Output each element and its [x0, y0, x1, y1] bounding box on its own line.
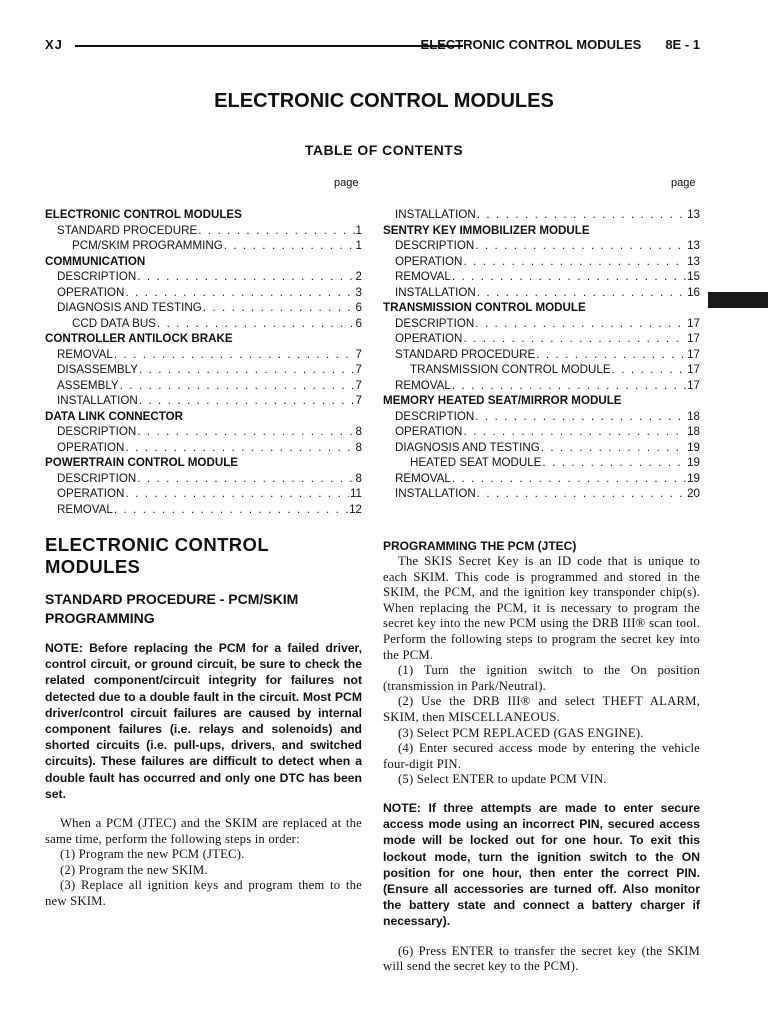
procedure-step: (3) Select PCM REPLACED (GAS ENGINE).: [398, 725, 644, 740]
toc-leader-dots: [452, 472, 686, 485]
toc-entry[interactable]: [45, 441, 362, 457]
toc-leader-dots: [139, 363, 355, 376]
toc-entry[interactable]: [383, 425, 700, 441]
toc-page-number: 17: [687, 363, 700, 376]
body-paragraph: The SKIS Secret Key is an ID code that is unique to each SKIM. This code is programmed and stored in the SKIM, the PCM, and the ignition key transponder chip(s). When replacing the PCM, it is necessary to program the secret key into the new PCM using the DRB III® scan tool. Perform the following steps to program the secret key into the PCM.: [383, 554, 700, 662]
toc-leader-dots: [612, 363, 687, 376]
right-text-column: [383, 538, 700, 975]
toc-entry[interactable]: [45, 239, 362, 255]
toc-leader-dots: [452, 270, 686, 283]
toc-entry-label: DESCRIPTION: [57, 425, 137, 438]
toc-entry[interactable]: [45, 487, 362, 503]
toc-leader-dots: [157, 317, 355, 330]
toc-entry[interactable]: [383, 348, 700, 364]
header-right: [421, 37, 700, 52]
toc-page-number: 1: [355, 223, 362, 237]
toc-entry-label: ELECTRONIC CONTROL MODULES: [45, 208, 242, 221]
toc-entry-label: DESCRIPTION: [57, 270, 137, 283]
toc-leader-dots: [125, 441, 354, 454]
toc-page-number: 7: [355, 347, 362, 361]
toc-entry[interactable]: [383, 379, 700, 395]
toc-heading: [45, 332, 362, 348]
toc-entry[interactable]: [383, 239, 700, 255]
toc-entry[interactable]: [383, 363, 700, 379]
toc-entry-label: REMOVAL: [57, 502, 113, 516]
toc-leader-dots: [120, 379, 355, 392]
toc-page-number: 8: [355, 440, 362, 454]
toc-leader-dots: [114, 348, 355, 361]
toc-entry-label: INSTALLATION: [57, 394, 138, 407]
procedure-step: (3) Replace all ignition keys and program them to the new SKIM.: [45, 878, 362, 908]
toc-page-number: 1: [355, 239, 362, 252]
toc-entry-label: DESCRIPTION: [395, 239, 475, 252]
section-tab-marker: [708, 292, 768, 308]
procedure-step: (6) Press ENTER to transfer the secret key (the SKIM will send the secret key to the PCM).: [383, 943, 700, 974]
toc-leader-dots: [475, 317, 686, 330]
toc-entry-label: ASSEMBLY: [57, 378, 119, 392]
toc-entry-label: DESCRIPTION: [395, 409, 475, 423]
toc-left-column: [45, 208, 362, 518]
page-title: ELECTRONIC CONTROL MODULES: [214, 90, 554, 112]
note-paragraph: NOTE: If three attempts are made to enter secure access mode using an incorrect PIN, secured access mode will be locked out for one hour. To exit this lockout mode, turn the ignition switch to the ON position for one hour, then enter the correct PIN. (Ensure all accessories are turned off. Also monitor the battery state and connect a battery charger if necessary).: [383, 800, 700, 929]
toc-page-number: 8: [355, 425, 362, 438]
procedure-step: (5) Select ENTER to update PCM VIN.: [398, 772, 607, 787]
toc-leader-dots: [475, 410, 686, 423]
toc-page-number: 13: [687, 208, 700, 221]
toc-page-number: 17: [687, 332, 700, 345]
toc-entry-label: SENTRY KEY IMMOBILIZER MODULE: [383, 223, 590, 237]
toc-entry-label: TRANSMISSION CONTROL MODULE: [383, 301, 586, 314]
header-section: ELECTRONIC CONTROL MODULES: [420, 37, 642, 52]
toc-entry-label: OPERATION: [395, 332, 463, 345]
toc-page-number: 7: [355, 378, 362, 392]
subsection-heading: PROGRAMMING THE PCM (JTEC): [383, 539, 577, 553]
toc-entry[interactable]: [383, 270, 700, 286]
toc-heading: [45, 208, 362, 224]
toc-page-number: 18: [687, 409, 700, 423]
toc-entry[interactable]: [383, 317, 700, 333]
section-heading: ELECTRONIC CONTROL MODULES: [45, 534, 269, 577]
toc-entry[interactable]: [383, 286, 700, 302]
toc-entry[interactable]: [45, 379, 362, 395]
toc-heading: [45, 255, 362, 271]
toc-entry-label: CONTROLLER ANTILOCK BRAKE: [45, 332, 233, 345]
toc-leader-dots: [203, 301, 355, 314]
toc-entry-label: OPERATION: [57, 440, 125, 454]
toc-page-number: 16: [687, 285, 700, 299]
toc-leader-dots: [452, 379, 686, 392]
toc-entry[interactable]: [45, 224, 362, 240]
toc-entry-label: DESCRIPTION: [57, 471, 137, 485]
toc-entry-label: MEMORY HEATED SEAT/MIRROR MODULE: [383, 394, 622, 407]
toc-entry-label: DESCRIPTION: [395, 316, 475, 330]
toc-page-number: 2: [355, 270, 362, 283]
toc-leader-dots: [125, 286, 354, 299]
toc-page-number: 20: [687, 487, 700, 500]
toc-page-number: 19: [687, 456, 700, 469]
toc-entry[interactable]: [383, 255, 700, 271]
toc-entry[interactable]: [45, 317, 362, 333]
toc-heading: [45, 410, 362, 426]
toc-entry-label: INSTALLATION: [395, 487, 476, 500]
toc-page-number: 17: [687, 316, 700, 330]
toc-leader-dots: [477, 208, 686, 221]
toc-entry[interactable]: [383, 208, 700, 224]
toc-entry-label: REMOVAL: [395, 270, 451, 283]
toc-leader-dots: [125, 487, 349, 500]
running-header: [45, 37, 700, 55]
toc-leader-dots: [137, 472, 354, 485]
header-rule: [75, 45, 463, 47]
toc-page-number: 3: [355, 285, 362, 299]
toc-page-number: 19: [687, 440, 700, 454]
toc-leader-dots: [541, 441, 686, 454]
left-text-column: [45, 534, 362, 910]
toc-leader-dots: [224, 239, 355, 252]
toc-page-number: 15: [687, 270, 700, 283]
procedure-step: (4) Enter secured access mode by entering the vehicle four-digit PIN.: [383, 741, 700, 771]
toc-entry-label: OPERATION: [57, 487, 125, 500]
toc-page-number: 13: [687, 254, 700, 268]
toc-page-number: 7: [355, 363, 362, 376]
toc-page-number: 11: [349, 487, 362, 500]
toc-entry-label: DIAGNOSIS AND TESTING: [395, 440, 540, 454]
toc-page-label-right: page: [671, 177, 696, 189]
toc-entry-label: INSTALLATION: [395, 208, 476, 221]
note-paragraph: NOTE: Before replacing the PCM for a failed driver, control circuit, or ground circuit, be sure to check the related component/circuit integrity for failures not detected due to a double fault in the circuit. Most PCM driver/control circuit failures are caused by internal component failures (i.e. relays and solenoids) and shorted circuits (i.e. pull-ups, drivers, and switched circuits). These failures are difficult to detect when a double fault has occurred and only one DTC has been set.: [45, 641, 362, 801]
toc-heading: [383, 394, 700, 410]
toc-leader-dots: [477, 286, 686, 299]
toc-entry-label: POWERTRAIN CONTROL MODULE: [45, 456, 239, 469]
toc-entry-label: HEATED SEAT MODULE: [410, 456, 542, 469]
toc-entry-label: REMOVAL: [395, 378, 451, 392]
header-page-number: 8E - 1: [665, 37, 700, 52]
toc-leader-dots: [463, 425, 686, 438]
toc-entry[interactable]: [383, 472, 700, 488]
toc-leader-dots: [137, 270, 354, 283]
body-paragraph: When a PCM (JTEC) and the SKIM are replaced at the same time, perform the following steps in order:: [45, 816, 362, 846]
toc-leader-dots: [475, 239, 686, 252]
toc-entry-label: INSTALLATION: [395, 285, 476, 299]
toc-page-number: 6: [355, 316, 362, 330]
toc-entry-label: TRANSMISSION CONTROL MODULE: [410, 363, 611, 376]
toc-entry-label: REMOVAL: [395, 471, 451, 485]
toc-leader-dots: [542, 456, 686, 469]
toc-entry[interactable]: [45, 425, 362, 441]
toc-entry[interactable]: [45, 394, 362, 410]
toc-page-number: 13: [687, 239, 700, 252]
toc-page-number: 17: [687, 378, 700, 392]
toc-entry-label: STANDARD PROCEDURE: [57, 223, 198, 237]
toc-entry-label: DISASSEMBLY: [57, 363, 138, 376]
toc-entry-label: DATA LINK CONNECTOR: [45, 409, 184, 423]
toc-entry[interactable]: [383, 456, 700, 472]
procedure-step: (2) Program the new SKIM.: [60, 862, 208, 877]
toc-entry[interactable]: [45, 286, 362, 302]
toc-entry[interactable]: [383, 441, 700, 457]
subsection-heading: STANDARD PROCEDURE - PCM/SKIM PROGRAMMING: [45, 591, 299, 626]
toc-leader-dots: [463, 332, 686, 345]
toc-entry[interactable]: [383, 487, 700, 503]
toc-page-number: 7: [355, 394, 362, 407]
toc-leader-dots: [198, 224, 354, 237]
toc-entry-label: OPERATION: [57, 285, 125, 299]
toc-leader-dots: [536, 348, 686, 361]
toc-entry[interactable]: [383, 410, 700, 426]
toc-page-number: 12: [349, 502, 362, 516]
toc-entry[interactable]: [45, 472, 362, 488]
toc-entry[interactable]: [45, 348, 362, 364]
procedure-step: (1) Program the new PCM (JTEC).: [60, 847, 245, 862]
toc-entry-label: CCD DATA BUS: [72, 316, 156, 330]
toc-title: TABLE OF CONTENTS: [304, 142, 464, 158]
toc-right-column: [383, 208, 700, 503]
toc-page-number: 19: [687, 471, 700, 485]
toc-entry-label: STANDARD PROCEDURE: [395, 347, 536, 361]
toc-page-label-left: page: [334, 177, 359, 189]
toc-leader-dots: [137, 425, 354, 438]
toc-entry[interactable]: [45, 270, 362, 286]
toc-entry[interactable]: [45, 503, 362, 519]
toc-entry[interactable]: [383, 332, 700, 348]
procedure-step: (2) Use the DRB III® and select THEFT ALARM, SKIM, then MISCELLANEOUS.: [383, 694, 700, 724]
toc-page-number: 6: [355, 301, 362, 314]
toc-entry-label: DIAGNOSIS AND TESTING: [57, 301, 202, 314]
toc-leader-dots: [139, 394, 355, 407]
toc-leader-dots: [463, 255, 686, 268]
toc-entry[interactable]: [45, 301, 362, 317]
toc-entry-label: COMMUNICATION: [45, 254, 146, 268]
toc-entry[interactable]: [45, 363, 362, 379]
toc-heading: [383, 224, 700, 240]
toc-leader-dots: [477, 487, 686, 500]
toc-leader-dots: [114, 503, 348, 516]
toc-page-number: 18: [687, 425, 700, 438]
toc-entry-label: PCM/SKIM PROGRAMMING: [72, 239, 223, 252]
toc-heading: [383, 301, 700, 317]
procedure-step: (1) Turn the ignition switch to the On position (transmission in Park/Neutral).: [383, 663, 700, 693]
toc-entry-label: REMOVAL: [57, 347, 113, 361]
header-model: XJ: [45, 37, 63, 52]
toc-heading: [45, 456, 362, 472]
toc-entry-label: OPERATION: [395, 254, 463, 268]
toc-page-number: 8: [355, 471, 362, 485]
toc-page-number: 17: [687, 347, 700, 361]
toc-entry-label: OPERATION: [395, 425, 463, 438]
